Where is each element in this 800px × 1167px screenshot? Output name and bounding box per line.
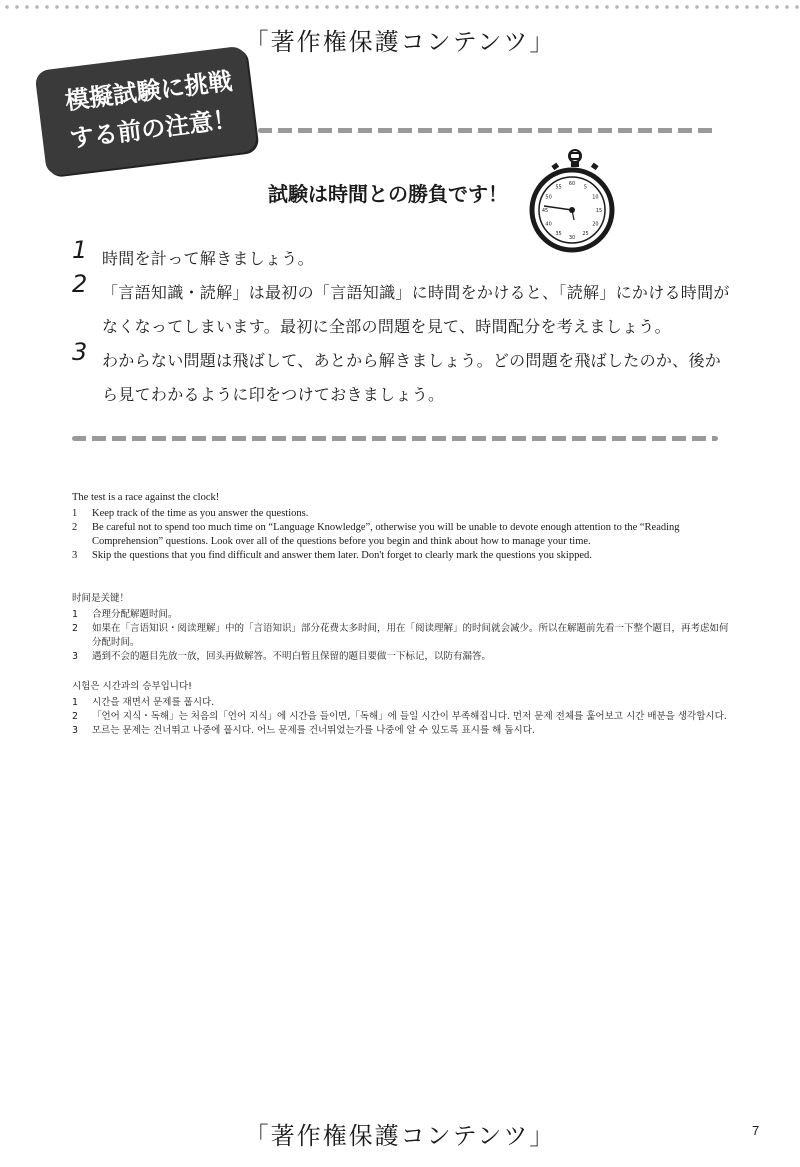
translation-item-number: 2 [72, 623, 79, 634]
translation-item-text: 如果在「言语知识・阅读理解」中的「言语知识」部分花费太多时间，用在「阅读理解」的时间就会减少。所以在解题前先看一下整个题目，再考虑如何分配时间。 [92, 623, 729, 648]
dashed-divider-top [258, 128, 718, 133]
translation-item-text: 遇到不会的题目先放一放，回头再做解答。不明白暂且保留的题目要做一下标记，以防有漏答。 [92, 651, 492, 662]
translation-item-text: 시간을 재면서 문제를 풉시다. [92, 697, 215, 708]
chinese-translation [72, 592, 732, 664]
translation-item-text: Be careful not to spend too much time on “Language Knowledge”, otherwise you will be unable to devote enough attention to the “Reading Comprehension” questions. Look over all of the questions before you begin and think about how to manage your time. [92, 522, 680, 547]
translation-item-text: 「언어 지식・독해」는 처음의「언어 지식」에 시간을 들이면,「독해」에 들일 시간이 부족해집니다. 먼저 문제 전체를 훑어보고 시간 배분을 생각합시다. [92, 711, 727, 722]
item-text [102, 276, 742, 344]
item-text-line: 時間を計って解きましょう。 [102, 249, 314, 268]
translation-item-text: 모르는 문제는 건너뛰고 나중에 풉시다. 어느 문제를 건너뛰었는가를 나중에 알 수 있도록 표시를 해 둡시다. [92, 725, 535, 736]
dial-number: 15 [595, 207, 603, 214]
translation-item [72, 650, 732, 664]
translation-title: 时间是关键！ [72, 593, 130, 604]
dial-number: 25 [582, 231, 589, 238]
top-dotted-border [0, 0, 800, 14]
translation-item-number: 1 [72, 508, 78, 519]
english-translation [72, 491, 732, 563]
dial-number: 30 [568, 234, 576, 241]
item-number: 3 [72, 338, 88, 366]
translation-item-text: Skip the questions that you find difficult and answer them later. Don't forget to clearly mark the questions you skipped. [92, 550, 592, 561]
translation-item-number: 1 [72, 697, 79, 708]
dial-number: 40 [545, 221, 552, 228]
translation-item [72, 710, 732, 724]
dial-number: 50 [545, 194, 552, 201]
translation-item-number: 1 [72, 609, 79, 620]
translation-title: 시험은 시간과의 승부입니다! [72, 681, 192, 692]
dial-number: 20 [592, 221, 599, 228]
item-text [102, 344, 742, 412]
badge-line-1: 模擬試験に挑戦 [63, 67, 234, 116]
watermark-bottom: 「著作権保護コンテンツ」 [244, 1122, 556, 1150]
watermark-top: 「著作権保護コンテンツ」 [244, 28, 556, 56]
translation-item-number: 3 [72, 651, 79, 662]
page-number: 7 [752, 1123, 760, 1138]
translation-item-number: 2 [72, 711, 79, 722]
translation-item [72, 622, 732, 650]
item-text-line: なくなってしまいます。最初に全部の問題を見て、時間配分を考えましょう。 [102, 317, 671, 336]
translation-item [72, 549, 732, 563]
badge-line-2: する前の注意！ [68, 104, 239, 153]
translation-item-text: Keep track of the time as you answer the questions. [92, 508, 309, 519]
translation-item-number: 3 [72, 550, 78, 561]
translation-item [72, 724, 732, 738]
item-text-line: 「言語知識・読解」は最初の「言語知識」に時間をかけると、「読解」にかける時間が [102, 283, 730, 302]
item-number: 1 [72, 236, 88, 264]
dial-number: 55 [555, 184, 562, 191]
item-text-line: わからない問題は飛ばして、あとから解きましょう。どの問題を飛ばしたのか、後か [102, 351, 722, 370]
dial-number: 35 [555, 231, 562, 238]
translation-item [72, 608, 732, 622]
translation-item [72, 521, 732, 549]
dial-number: 5 [583, 184, 588, 191]
translation-title: The test is a race against the clock! [72, 492, 220, 503]
translation-item-text: 合理分配解题时间。 [92, 609, 178, 620]
translation-item-number: 2 [72, 522, 78, 533]
dashed-divider-bottom [72, 436, 718, 441]
section-heading: 試験は時間との勝負です！ [268, 182, 508, 206]
item-number: 2 [72, 270, 88, 298]
item-text-line: ら見てわかるように印をつけておきましょう。 [102, 385, 445, 404]
translation-item [72, 696, 732, 710]
dial-number: 45 [541, 207, 549, 214]
translation-item-number: 3 [72, 725, 79, 736]
korean-translation [72, 680, 732, 738]
translation-item [72, 507, 732, 521]
item-text [102, 242, 742, 276]
dial-number: 60 [568, 180, 576, 187]
dial-number: 10 [592, 194, 599, 201]
